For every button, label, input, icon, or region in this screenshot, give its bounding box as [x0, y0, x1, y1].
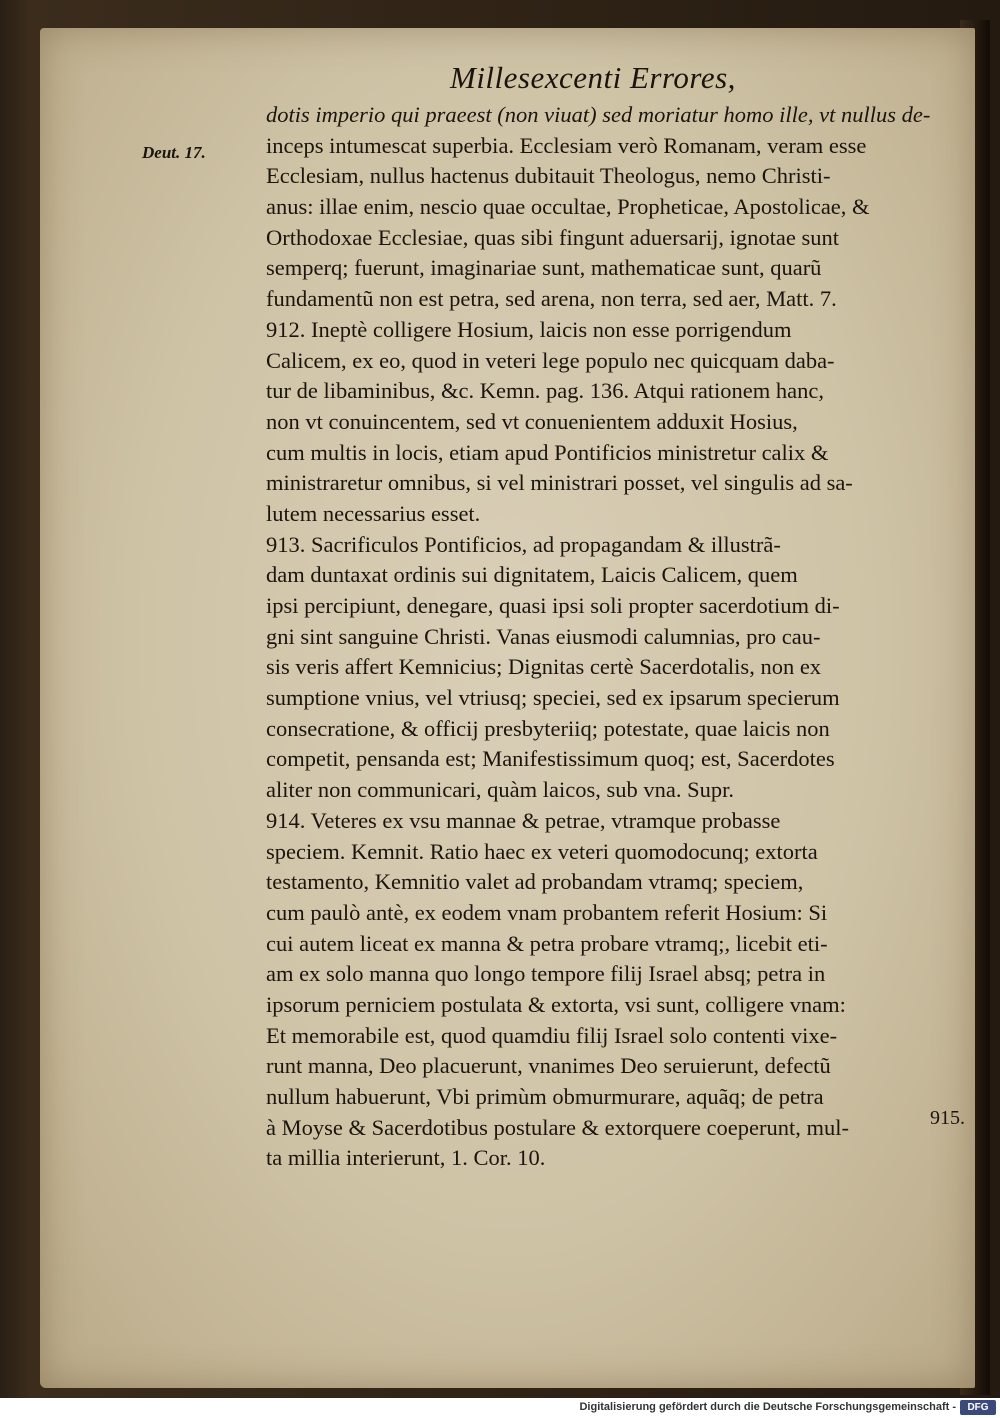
- text-line: sis veris affert Kemnicius; Dignitas certè Sacerdotalis, non ex: [266, 654, 822, 680]
- catchword: 915.: [930, 1107, 965, 1129]
- running-header: Millesexcenti Errores,: [450, 60, 736, 95]
- text-line: nullum habuerunt, Vbi primùm obmurmurare, aquãq; de petra: [266, 1084, 824, 1109]
- text-line: dotis imperio qui praeest (non viuat) sed moriatur homo ille, vt nullus de-: [266, 102, 931, 127]
- text-line: speciem. Kemnit. Ratio haec ex veteri quomodocunq; extorta: [266, 838, 818, 864]
- text-line: testamento, Kemnitio valet ad probandam vtramq; speciem,: [266, 869, 804, 895]
- text-line: 912. Ineptè colligere Hosium, laicis non esse porrigendum: [266, 316, 792, 342]
- text-line: 914. Veteres ex vsu mannae & petrae, vtramque probasse: [266, 807, 781, 833]
- text-line: am ex solo manna quo longo tempore filij Israel absq; petra in: [266, 961, 826, 987]
- text-line: tur de libaminibus, &c. Kemn. pag. 136. Atqui rationem hanc,: [266, 378, 825, 404]
- text-line: aliter non communicari, quàm laicos, sub vna. Supr.: [266, 777, 735, 803]
- text-line: Orthodoxae Ecclesiae, quas sibi fingunt aduersarij, ignotae sunt: [266, 224, 839, 250]
- text-line: Et memorabile est, quod quamdiu filij Israel solo contenti vixe-: [266, 1022, 838, 1048]
- text-line: ipsi percipiunt, denegare, quasi ipsi soli propter sacerdotium di-: [266, 593, 840, 618]
- dfg-logo-icon: DFG: [960, 1400, 996, 1415]
- text-line: ipsorum perniciem postulata & extorta, vsi sunt, colligere vnam:: [266, 991, 846, 1017]
- text-line: cui autem liceat ex manna & petra probare vtramq;, licebit eti-: [266, 930, 828, 956]
- text-line: inceps intumescat superbia. Ecclesiam verò Romanam, veram esse: [266, 132, 867, 158]
- text-line: cum paulò antè, ex eodem vnam probantem referit Hosium: Si: [266, 899, 828, 925]
- text-line: à Moyse & Sacerdotibus postulare & extorquere coeperunt, mul-: [266, 1114, 849, 1140]
- text-line: Calicem, ex eo, quod in veteri lege populo nec quicquam daba-: [266, 347, 835, 373]
- text-line: competit, pensanda est; Manifestissimum quoq; est, Sacerdotes: [266, 746, 835, 772]
- text-line: cum multis in locis, etiam apud Pontificios ministretur calix &: [266, 439, 829, 465]
- text-line: dam duntaxat ordinis sui dignitatem, Laicis Calicem, quem: [266, 562, 798, 588]
- text-line: anus: illae enim, nescio quae occultae, Propheticae, Apostolicae, &: [266, 194, 870, 220]
- text-line: gni sint sanguine Christi. Vanas eiusmodi calumnias, pro cau-: [266, 623, 821, 649]
- text-line: fundamentũ non est petra, sed arena, non terra, sed aer, Matt. 7.: [266, 286, 837, 312]
- text-line: semperq; fuerunt, imaginariae sunt, mathematicae sunt, quarũ: [266, 255, 822, 281]
- margin-note: Deut. 17.: [142, 143, 206, 162]
- text-line: Ecclesiam, nullus hactenus dubitauit Theologus, nemo Christi-: [266, 163, 831, 189]
- digitization-footer: [0, 1398, 1000, 1418]
- funding-credit: Digitalisierung gefördert durch die Deutsche Forschungsgemeinschaft -: [579, 1401, 956, 1413]
- text-line: lutem necessarius esset.: [266, 500, 481, 526]
- text-line: ta millia interierunt, 1. Cor. 10.: [266, 1145, 546, 1171]
- text-line: consecratione, & officij presbyteriiq; potestate, quae laicis non: [266, 715, 830, 741]
- text-line: sumptione vnius, vel vtriusq; speciei, sed ex ipsarum specierum: [266, 685, 840, 711]
- text-line: runt manna, Deo placuerunt, vnanimes Deo seruierunt, defectũ: [266, 1053, 831, 1079]
- text-line: 913. Sacrificulos Pontificios, ad propagandam & illustrã-: [266, 531, 781, 557]
- text-line: non vt conuincentem, sed vt conuenientem adduxit Hosius,: [266, 408, 798, 434]
- text-line: ministraretur omnibus, si vel ministrari posset, vel singulis ad sa-: [266, 470, 853, 496]
- body-text: [266, 100, 956, 1174]
